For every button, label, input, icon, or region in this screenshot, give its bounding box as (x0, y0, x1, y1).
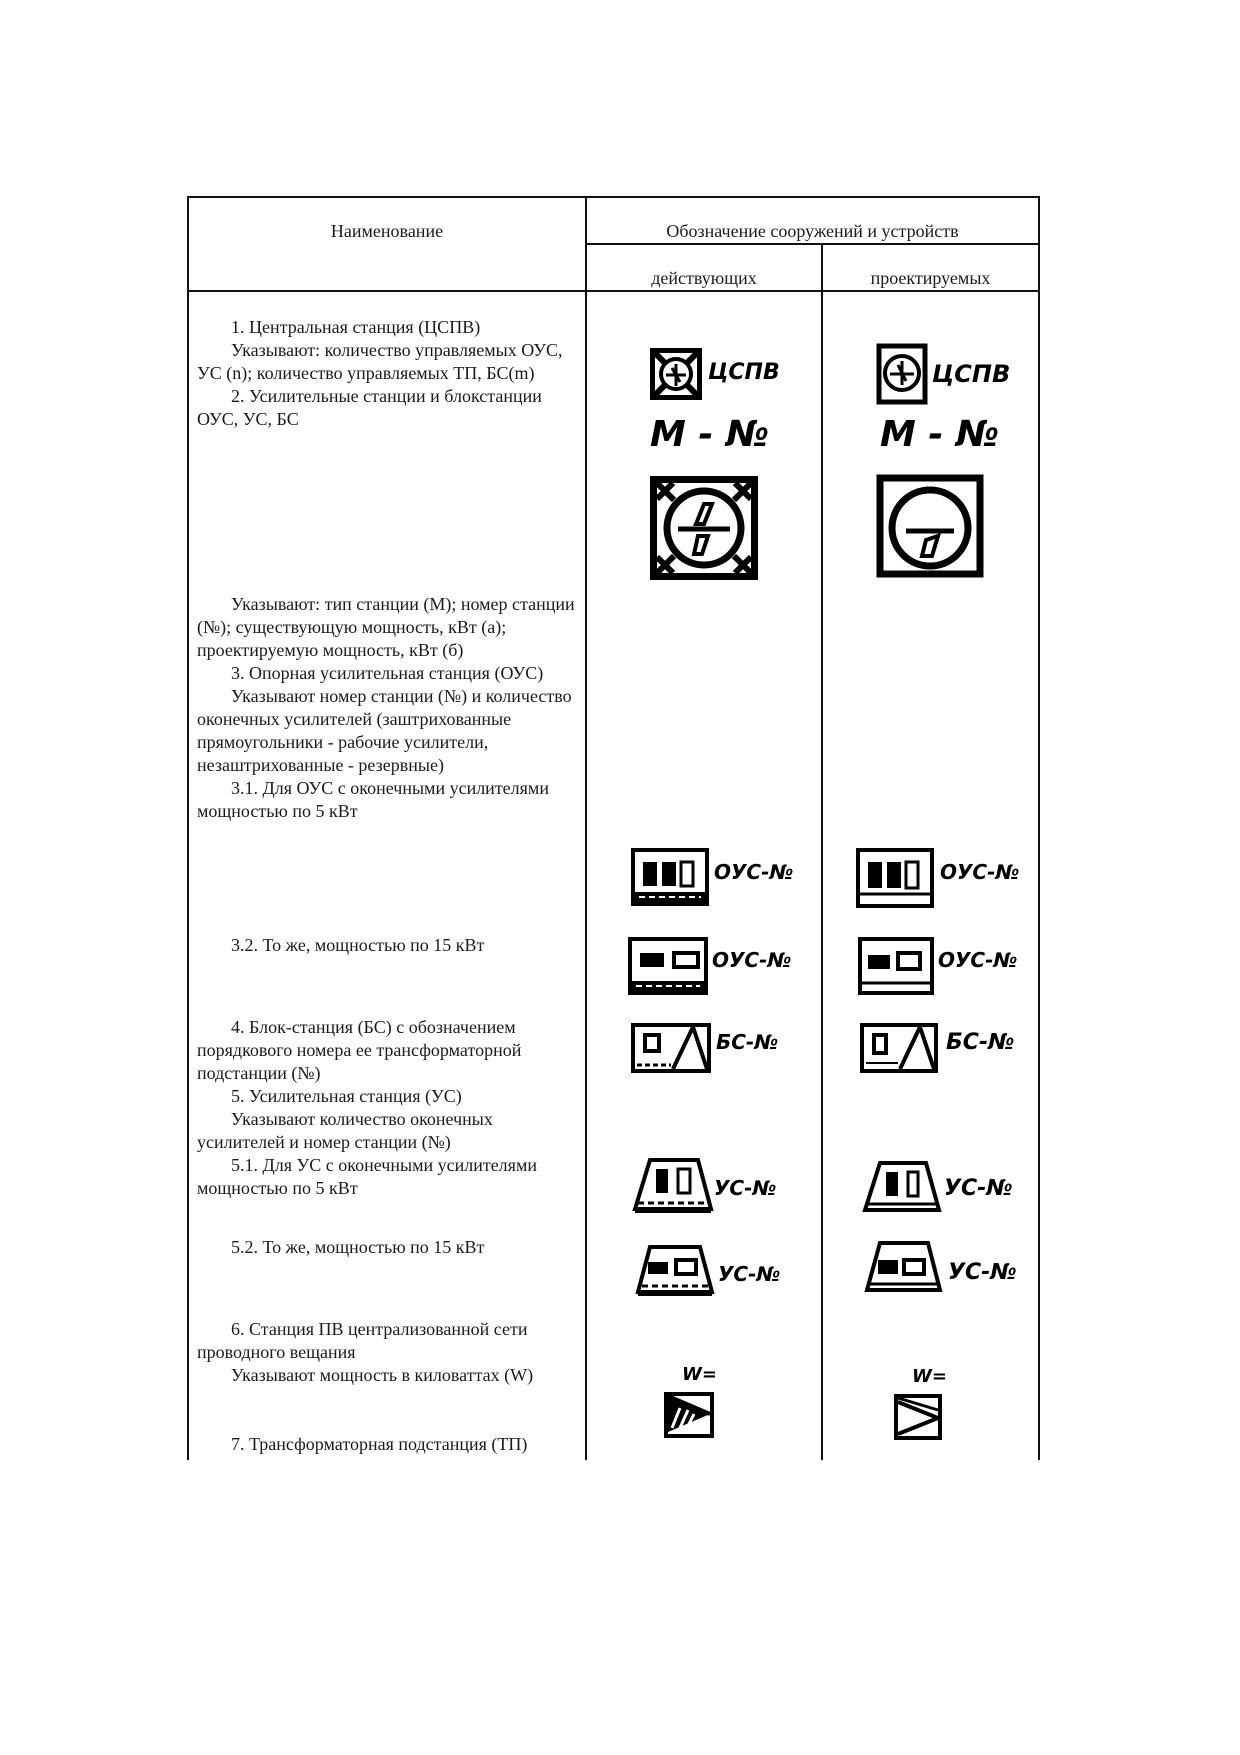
ous-5kw-designed-icon (856, 848, 934, 908)
item-3-2: 3.2. То же, мощностью по 15 кВт (231, 935, 485, 955)
amplifier-station-designed-icon (876, 474, 984, 578)
description-block-5 (197, 1236, 582, 1259)
item-1-title: 1. Центральная станция (ЦСПВ) (231, 317, 481, 337)
item-5-2: 5.2. То же, мощностью по 15 кВт (231, 1237, 485, 1257)
header-existing: действующих (651, 268, 757, 288)
item-5-1: 5.1. Для УС с оконечными усилителями мощностью по 5 кВт (197, 1155, 537, 1198)
header-designed: проектируемых (870, 268, 991, 288)
station-type-label-designed: М - № (880, 414, 1000, 455)
description-block-3 (197, 934, 582, 957)
us-15kw-designed-icon (864, 1240, 944, 1296)
us-label-existing-2: УС-№ (718, 1262, 781, 1286)
item-3-note: Указывают номер станции (№) и количество оконечных усилителей (заштрихованные прямоугольники - рабочие усилители, незаштрихованные - резервные) (197, 686, 572, 775)
ous-15kw-designed-icon (858, 937, 934, 995)
ous-15kw-existing-icon (628, 937, 708, 995)
header-group-divider (585, 243, 1040, 245)
pv-label-existing: W= (682, 1364, 717, 1385)
ous-5kw-existing-icon (631, 848, 709, 906)
item-4: 4. Блок-станция (БС) с обозначением порядкового номера ее трансформаторной подстанции (№) (197, 1017, 522, 1083)
block-station-designed-icon (860, 1023, 938, 1073)
ous-label-existing-2: ОУС-№ (712, 948, 792, 972)
us-label-designed-1: УС-№ (944, 1176, 1013, 1201)
item-6-title: 6. Станция ПВ централизованной сети проводного вещания (197, 1319, 528, 1362)
central-station-existing-icon (648, 346, 704, 402)
us-15kw-existing-icon (634, 1244, 716, 1300)
column-divider-sub (821, 243, 823, 1460)
us-5kw-existing-icon (632, 1157, 714, 1215)
bs-label-existing: БС-№ (716, 1030, 779, 1054)
block-station-existing-icon (631, 1023, 711, 1073)
item-1-note: Указывают: количество управляемых ОУС, УС (n); количество управляемых ТП, БС(m) (197, 340, 563, 383)
description-block-7 (197, 1433, 582, 1456)
ous-label-designed-2: ОУС-№ (938, 948, 1018, 972)
central-label-existing: ЦСПВ (708, 360, 780, 385)
us-label-existing-1: УС-№ (714, 1176, 777, 1200)
station-type-label-existing: М - № (650, 414, 770, 455)
item-7-title: 7. Трансформаторная подстанция (ТП) (231, 1434, 528, 1454)
description-block-2 (197, 593, 582, 823)
bs-label-designed: БС-№ (946, 1030, 1015, 1055)
ous-label-designed-1: ОУС-№ (940, 860, 1020, 884)
item-3-title: 3. Опорная усилительная станция (ОУС) (231, 663, 544, 683)
item-5-title: 5. Усилительная станция (УС) (231, 1086, 462, 1106)
pv-station-existing-icon (664, 1392, 714, 1438)
table-right-border (1038, 196, 1040, 1460)
header-name: Наименование (330, 221, 444, 241)
table-left-border (187, 196, 189, 1460)
item-5-note: Указывают количество оконечных усилителей и номер станции (№) (197, 1109, 493, 1152)
description-block-6 (197, 1318, 582, 1387)
central-station-designed-icon (876, 343, 928, 405)
header-bottom-border (187, 290, 1040, 292)
column-divider-main (585, 196, 587, 1460)
table-top-border (187, 196, 1040, 198)
item-3-1: 3.1. Для ОУС с оконечными усилителями мощностью по 5 кВт (197, 778, 549, 821)
amplifier-station-existing-icon (648, 474, 760, 582)
item-2-note: Указывают: тип станции (М); номер станции (№); существующую мощность, кВт (а); проектируемую мощность, кВт (б) (197, 594, 575, 660)
pv-station-designed-icon (894, 1394, 942, 1440)
us-label-designed-2: УС-№ (948, 1260, 1017, 1285)
pv-label-designed: W= (912, 1366, 947, 1387)
header-designation: Обозначение сооружений и устройств (666, 221, 959, 241)
description-block-1 (197, 316, 582, 431)
item-6-note: Указывают мощность в киловаттах (W) (231, 1365, 534, 1385)
central-label-designed: ЦСПВ (932, 360, 1011, 388)
item-2-title: 2. Усилительные станции и блокстанции ОУС, УС, БС (197, 386, 542, 429)
us-5kw-designed-icon (862, 1160, 942, 1216)
description-block-4 (197, 1016, 582, 1200)
ous-label-existing-1: ОУС-№ (714, 860, 794, 884)
